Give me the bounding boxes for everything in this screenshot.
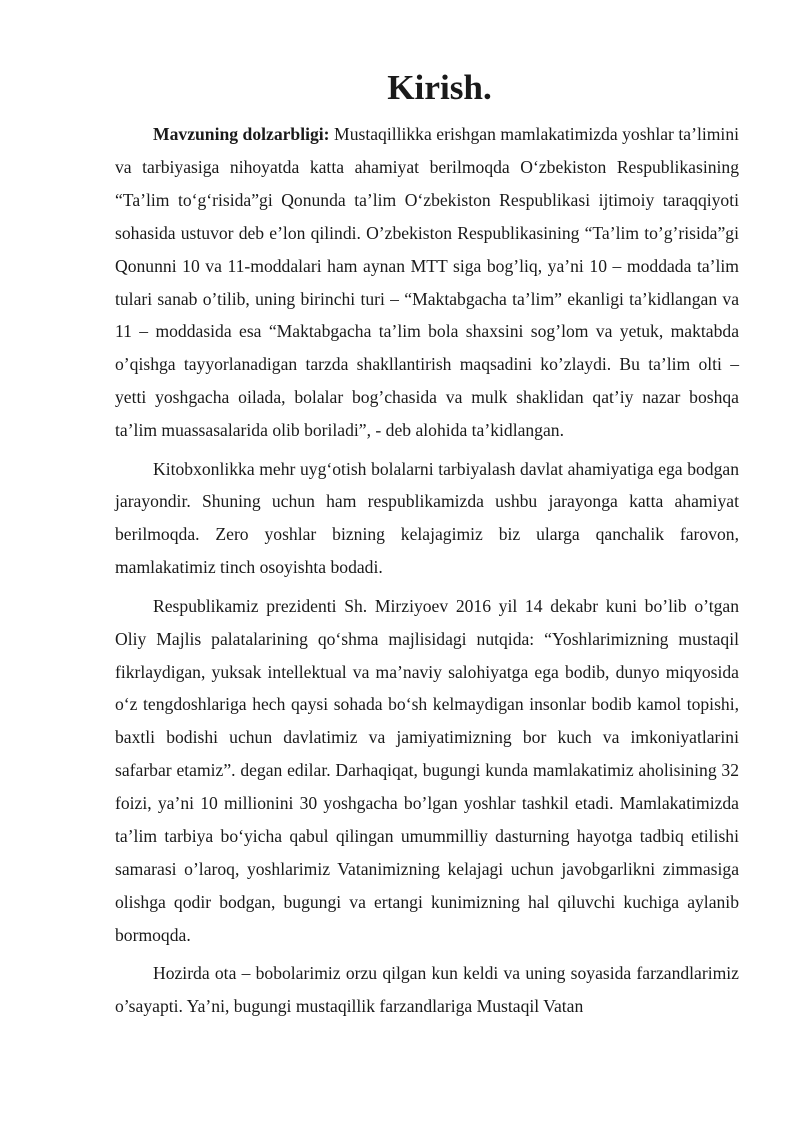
paragraph-present-day: Hozirda ota – bobolarimiz orzu qilgan kun keldi va uning soyasida farzandlarimiz o’sayapti. Ya’ni, bugungi mustaqillik farzandlariga Mustaqil Vatan [115,963,739,1017]
paragraph-reading: Kitobxonlikka mehr uyg‘otish bolalarni tarbiyalash davlat ahamiyatiga ega bodgan jarayondir. Shuning uchun ham respublikamizda ushbu jarayonga katta ahamiyat berilmoqda. Zero yoshlar bizning kelajagimiz biz ularga qanchalik farovon, mamlakatimiz tinch osoyishta bodadi. [115,458,739,578]
document-title: Kirish. [387,68,492,107]
document-page [115,68,740,1028]
paragraph-text-relevance: Mustaqillikka erishgan mamlakatimizda yoshlar ta’limini va tarbiyasiga nihoyatda katta ahamiyat berilmoqda O‘zbekiston Respublikasining “Ta’lim to‘g‘risida”gi Qonunda ta’lim O‘zbekiston Respublikasi ijtimoiy taraqqiyoti sohasida ustuvor deb e’lon qilindi. O’zbekiston Respublikasining “Ta’lim to’g’risida”gi Qonunni 10 va 11-moddalari ham aynan MTT siga bog’liq, ya’ni 10 – moddada ta’lim tulari sanab o’tilib, uning birinchi turi – “Maktabgacha ta’lim” ekanligi ta’kidlangan va 11 – moddasida esa “Maktabgacha ta’lim bola shaxsini sog’lom va yetuk, maktabda o’qishga tayyorlanadigan tarzda shakllantirish maqsadini ko’zlaydi. Bu ta’lim olti – yetti yoshgacha oilada, bolalar bog’chasida va mulk shaklidan qat’iy nazar boshqa ta’lim muassasalarida olib boriladi”, - deb alohida ta’kidlangan. [115,124,740,441]
paragraph-relevance [115,118,739,447]
paragraph-president-speech: Respublikamiz prezidenti Sh. Mirziyoev 2016 yil 14 dekabr kuni bo’lib o’tgan Oliy Majlis palatalarining qo‘shma majlisidagi nutqida: “Yoshlarimizning mustaqil fikrlaydigan, yuksak intellektual va ma’naviy salohiyatga ega bodib, dunyo miqyosida o‘z tengdoshlariga hech qaysi sohada bo‘sh kelmaydigan insonlar bodib kamol topishi, baxtli bodishi uchun davlatimiz va jamiyatimizning bor kuch va imkoniyatlarini safarbar etamiz”. degan edilar. Darhaqiqat, bugungi kunda mamlakatimiz aholisining 32 foizi, ya’ni 10 millionini 30 yoshgacha bo’lgan yoshlar tashkil etadi. Mamlakatimizda ta’lim tarbiya bo‘yicha qabul qilingan umummilliy dasturning hayotga tadbiq etilishi samarasi o’laroq, yoshlarimiz Vatanimizning kelajagi uchun javobgarlikni zimmasiga olishga qodir bodgan, bugungi va ertangi kunimizning hal qiluvchi kuchiga aylanib bormoqda. [115,595,739,945]
paragraph-lead-relevance: Mavzuning dolzarbligi: [153,124,330,144]
